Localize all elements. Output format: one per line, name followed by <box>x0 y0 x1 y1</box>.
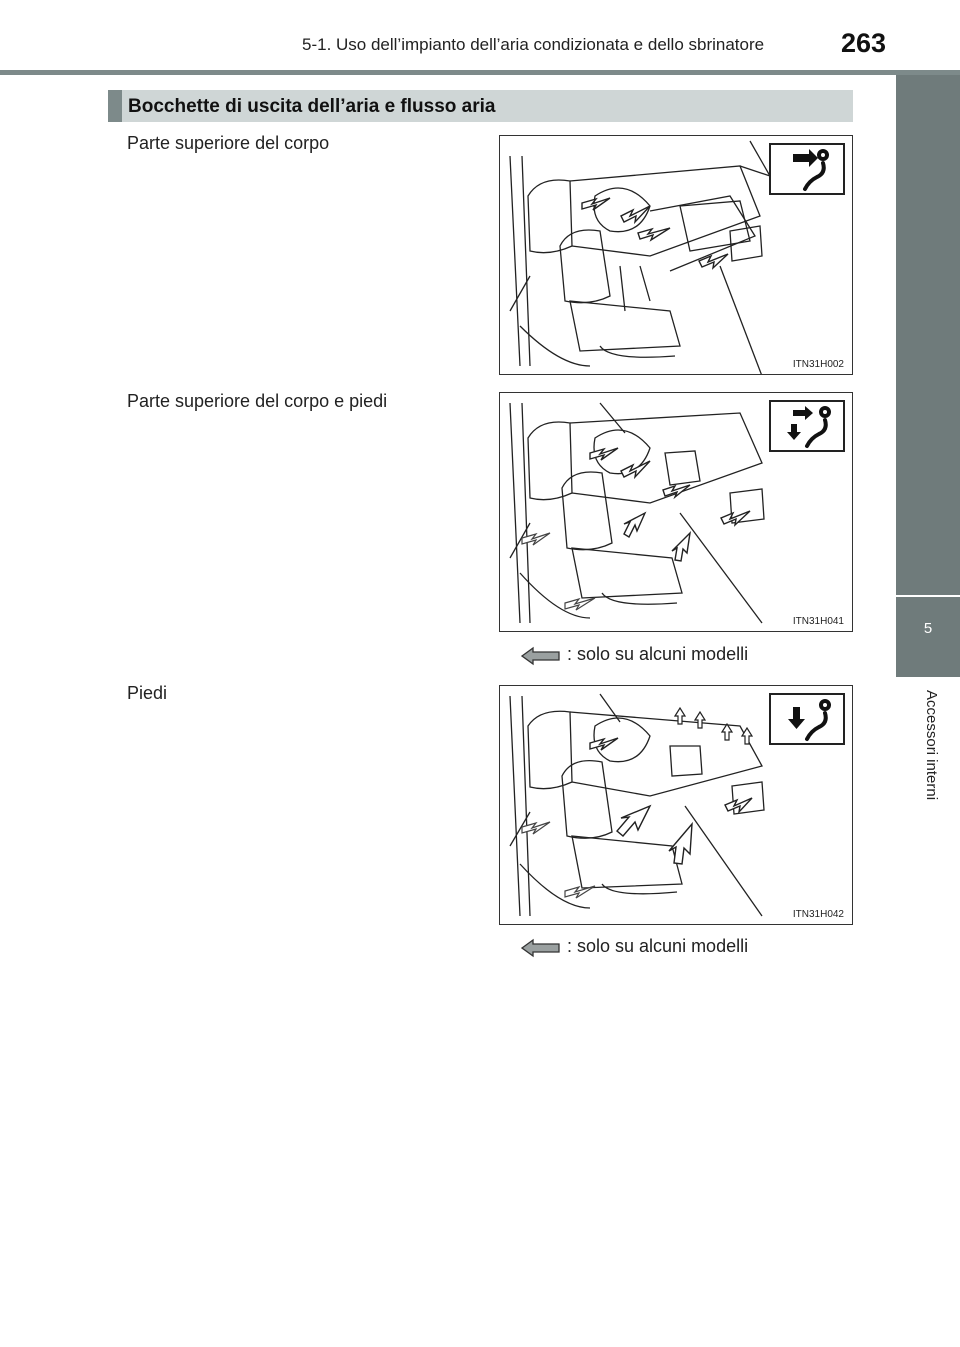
face-vent-icon <box>769 143 845 195</box>
figure-bi-level <box>499 392 853 632</box>
section-title: Bocchette di uscita dell’aria e flusso aria <box>128 96 496 117</box>
chapter-tab <box>896 597 960 677</box>
note-text: : solo su alcuni modelli <box>567 644 749 664</box>
foot-vent-icon <box>769 693 845 745</box>
mode-label-bi-level: Parte superiore del corpo e piedi <box>127 391 388 411</box>
figure-code: ITN31H042 <box>792 909 844 920</box>
header-rule <box>0 70 960 75</box>
note-text: : solo su alcuni modelli <box>567 936 749 956</box>
bi-level-vent-icon <box>769 400 845 452</box>
optional-arrow-icon <box>521 938 561 958</box>
page-number: 263 <box>841 28 887 58</box>
figure-code: ITN31H041 <box>792 616 844 627</box>
figure-upper-body <box>499 135 853 375</box>
chapter-label: Accessori interni <box>923 690 940 801</box>
mode-label-feet: Piedi <box>127 683 168 703</box>
figure-code: ITN31H002 <box>792 359 844 370</box>
running-header: 5-1. Uso dell’impianto dell’aria condizionata e dello sbrinatore <box>302 35 765 54</box>
mode-label-upper-body: Parte superiore del corpo <box>127 133 330 153</box>
chapter-number: 5 <box>923 620 933 637</box>
figure-feet <box>499 685 853 925</box>
side-tab-upper <box>896 75 960 595</box>
optional-arrow-icon <box>521 646 561 666</box>
